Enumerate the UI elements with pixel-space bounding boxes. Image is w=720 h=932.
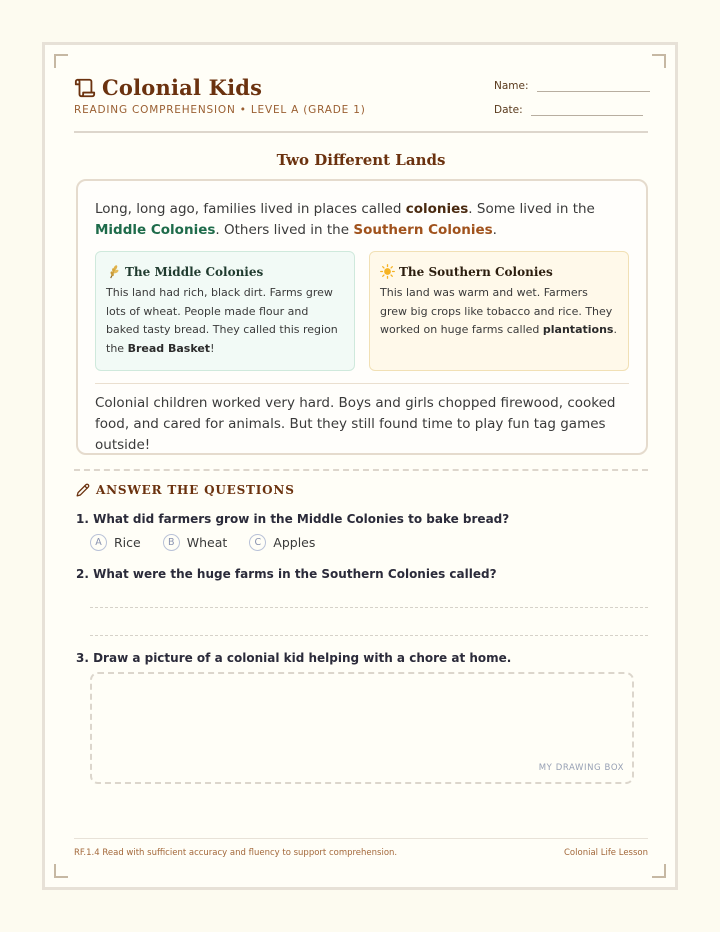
answer-line[interactable] [90,635,648,636]
middle-colonies-card [95,251,355,371]
middle-colonies-text [106,284,344,358]
answer-line[interactable] [90,607,648,608]
option-a[interactable] [90,534,141,551]
option-bubble[interactable]: B [163,534,180,551]
story-conclusion: Colonial children worked very hard. Boys and girls chopped firewood, cooked food, and cared for animals. But they still found time to play fun tag games outside! [95,395,616,453]
story-text: . Others lived in the [215,222,354,238]
southern-colonies-heading [380,264,618,279]
corner-mark [652,864,666,878]
card-text: This land was warm and wet. Farmers grew big crops like tobacco and rice. They worked on huge farms called [380,286,613,336]
keyword-southern-colonies: Southern Colonies [353,222,493,238]
name-field[interactable] [494,78,650,92]
keyword-bread-basket: Bread Basket [127,341,211,355]
name-label: Name: [494,80,529,92]
story-text: . [492,222,497,238]
date-field[interactable] [494,102,643,116]
question-2: 2. What were the huge farms in the Southern Colonies called? [76,567,497,581]
option-label: Wheat [186,535,228,550]
worksheet-header [74,75,648,133]
date-line[interactable] [531,102,643,116]
page-subtitle: READING COMPREHENSION • LEVEL A (GRADE 1) [74,104,366,116]
question-3: 3. Draw a picture of a colonial kid helping with a chore at home. [76,651,512,665]
corner-mark [652,54,666,68]
corner-mark [54,864,68,878]
worksheet [42,42,678,890]
standard-text: RF.1.4 Read with sufficient accuracy and fluency to support comprehension. [74,848,398,858]
questions-heading-text: ANSWER THE QUESTIONS [96,483,295,497]
wheat-icon [106,264,121,279]
section-divider [74,469,648,471]
section-title: Two Different Lands [276,151,446,169]
option-c[interactable] [249,534,315,551]
option-label: Rice [114,535,141,550]
middle-colonies-title: The Middle Colonies [125,264,264,279]
question-1: 1. What did farmers grow in the Middle Colonies to bake bread? [76,512,510,526]
option-label: Apples [273,535,316,550]
keyword-colonies: colonies [405,201,469,217]
questions-heading [76,483,295,497]
story-text: . Some lived in the [468,201,595,217]
option-bubble[interactable]: C [249,534,266,551]
date-label: Date: [494,104,523,116]
card-text: . [613,323,617,336]
keyword-plantations: plantations [542,323,614,336]
question-1-options [90,534,337,551]
lesson-name: Colonial Life Lesson [564,848,648,858]
middle-colonies-heading [106,264,344,279]
card-text: This land had rich, black dirt. Farms grew lots of wheat. People made flour and baked tasty bread. They called this region the [106,286,338,355]
southern-colonies-card [369,251,629,371]
page-title: Colonial Kids [102,75,263,100]
sun-icon [380,264,395,279]
worksheet-footer [74,838,648,858]
keyword-middle-colonies: Middle Colonies [95,222,216,238]
southern-colonies-title: The Southern Colonies [399,264,553,279]
name-line[interactable] [537,78,650,92]
drawing-box-label: MY DRAWING BOX [538,763,624,773]
drawing-box[interactable] [90,672,634,784]
pencil-icon [76,483,90,497]
card-text: ! [210,341,215,355]
option-b[interactable] [163,534,228,551]
story-text: Long, long ago, families lived in places called [95,201,406,217]
corner-mark [54,54,68,68]
story-intro [95,199,615,241]
scroll-icon [74,77,96,99]
story-box [76,179,648,455]
option-bubble[interactable]: A [90,534,107,551]
story-divider [95,383,629,384]
southern-colonies-text [380,284,618,340]
